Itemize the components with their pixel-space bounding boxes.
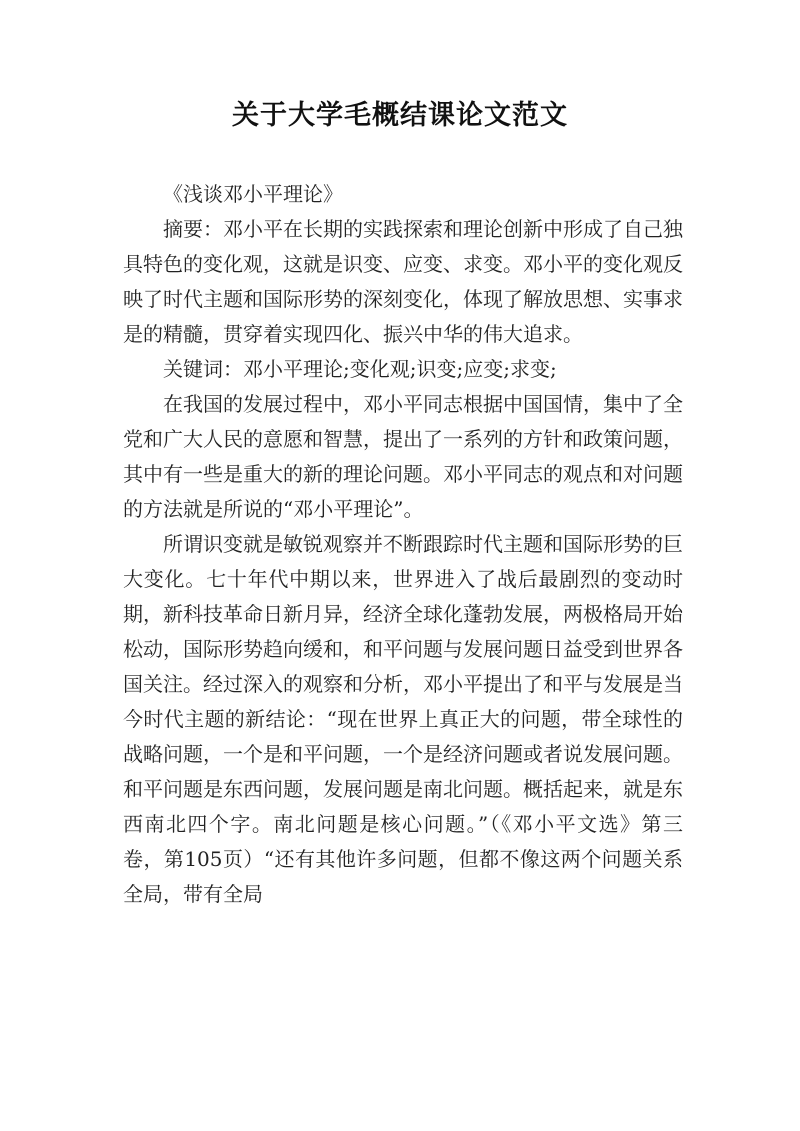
essay-subtitle: 《浅谈邓小平理论》: [163, 182, 343, 206]
document-body: [123, 177, 683, 912]
keywords-paragraph: 关键词：邓小平理论;变化观;识变;应变;求变;: [163, 357, 557, 381]
abstract-paragraph: 摘要：邓小平在长期的实践探索和理论创新中形成了自己独具特色的变化观，这就是识变、应变、求变。邓小平的变化观反映了时代主题和国际形势的深刻变化，体现了解放思想、实事求是的精髓，贯穿着实现四化、振兴中华的伟大追求。: [123, 217, 683, 346]
body-paragraph: 在我国的发展过程中，邓小平同志根据中国国情，集中了全党和广大人民的意愿和智慧，提出了一系列的方针和政策问题，其中有一些是重大的新的理论问题。邓小平同志的观点和对问题的方法就是所说的“邓小平理论”。: [123, 392, 683, 521]
document-title: 关于大学毛概结课论文范文: [232, 100, 568, 131]
body-paragraph: 所谓识变就是敏锐观察并不断跟踪时代主题和国际形势的巨大变化。七十年代中期以来，世界进入了战后最剧烈的变动时期，新科技革命日新月异，经济全球化蓬勃发展，两极格局开始松动，国际形势趋向缓和，和平问题与发展问题日益受到世界各国关注。经过深入的观察和分析，邓小平提出了和平与发展是当今时代主题的新结论：“现在世界上真正大的问题，带全球性的战略问题，一个是和平问题，一个是经济问题或者说发展问题。和平问题是东西问题，发展问题是南北问题。概括起来，就是东西南北四个字。南北问题是核心问题。”（《邓小平文选》第三卷，第105页）“还有其他许多问题，但都不像这两个问题关系全局，带有全局: [123, 532, 683, 906]
